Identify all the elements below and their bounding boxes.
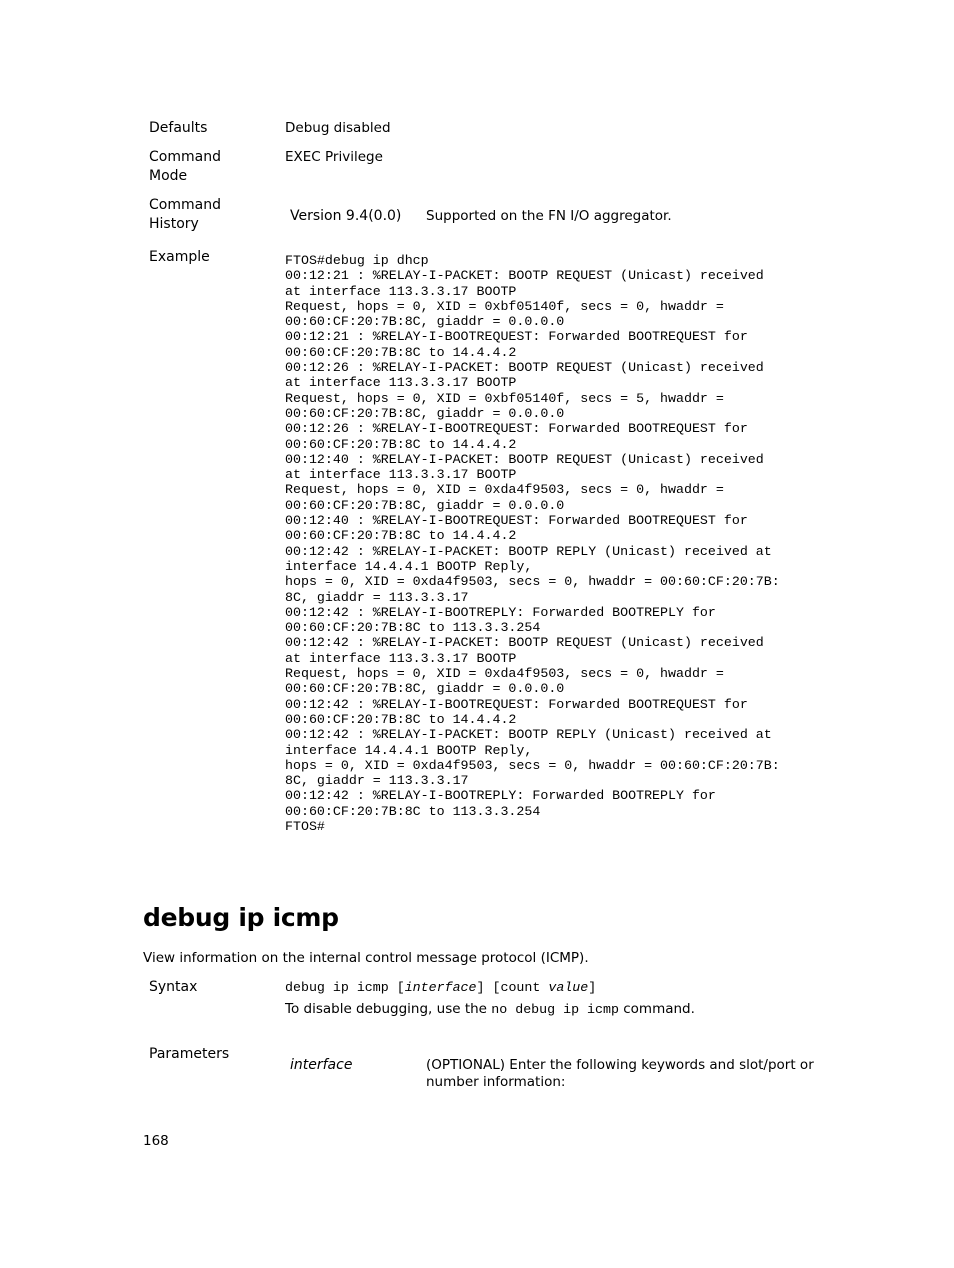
parameter-description-line1: (OPTIONAL) Enter the following keywords and slot/port or [426, 1057, 814, 1073]
defaults-label: Defaults [149, 120, 208, 136]
command-history-label-line2: History [149, 216, 199, 232]
history-description: Supported on the FN I/O aggregator. [426, 208, 672, 224]
disable-command: no debug ip icmp [491, 1002, 619, 1017]
syntax-param-value: value [548, 980, 589, 995]
page-number: 168 [143, 1133, 169, 1149]
command-mode-label-line1: Command [149, 149, 221, 165]
syntax-cmd-part3: ] [588, 980, 597, 995]
syntax-cmd-part1: debug ip icmp [ [285, 980, 405, 995]
command-history-label-line1: Command [149, 197, 221, 213]
command-history-label [149, 196, 221, 234]
defaults-value: Debug disabled [285, 120, 391, 136]
section-title: debug ip icmp [143, 903, 339, 932]
disable-prefix: To disable debugging, use the [285, 1001, 492, 1017]
disable-suffix: command. [618, 1001, 695, 1017]
syntax-cmd-part2: ] [count [476, 980, 549, 995]
parameter-description-line2: number information: [426, 1074, 566, 1090]
parameter-name: interface [290, 1057, 353, 1073]
example-label: Example [149, 249, 210, 265]
example-code-block: FTOS#debug ip dhcp 00:12:21 : %RELAY-I-PACKET: BOOTP REQUEST (Unicast) received at interface 113.3.3.17 BOOTP Request, hops = 0, XID = 0xbf05140f, secs = 0, hwaddr = 00:60:CF:20:7B:8C, giaddr = 0.0.0.0 00:12:21 : %RELAY-I-BOOTREQUEST: Forwarded BOOTREQUEST for 00:60:CF:20:7B:8C to 14.4.4.2 00:12:26 : %RELAY-I-PACKET: BOOTP REQUEST (Unicast) received at interface 113.3.3.17 BOOTP Request, hops = 0, XID = 0xbf05140f, secs = 5, hwaddr = 00:60:CF:20:7B:8C, giaddr = 0.0.0.0 00:12:26 : %RELAY-I-BOOTREQUEST: Forwarded BOOTREQUEST for 00:60:CF:20:7B:8C to 14.4.4.2 00:12:40 : %RELAY-I-PACKET: BOOTP REQUEST (Unicast) received at interface 113.3.3.17 BOOTP Request, hops = 0, XID = 0xda4f9503, secs = 0, hwaddr = 00:60:CF:20:7B:8C, giaddr = 0.0.0.0 00:12:40 : %RELAY-I-BOOTREQUEST: Forwarded BOOTREQUEST for 00:60:CF:20:7B:8C to 14.4.4.2 00:12:42 : %RELAY-I-PACKET: BOOTP REPLY (Unicast) received at interface 14.4.4.1 BOOTP Reply, hops = 0, XID = 0xda4f9503, secs = 0, hwaddr = 00:60:CF:20:7B: 8C, giaddr = 113.3.3.17 00:12:42 : %RELAY-I-BOOTREPLY: Forwarded BOOTREPLY for 00:60:CF:20:7B:8C to 113.3.3.254 00:12:42 : %RELAY-I-PACKET: BOOTP REQUEST (Unicast) received at interface 113.3.3.17 BOOTP Request, hops = 0, XID = 0xda4f9503, secs = 0, hwaddr = 00:60:CF:20:7B:8C, giaddr = 0.0.0.0 00:12:42 : %RELAY-I-BOOTREQUEST: Forwarded BOOTREQUEST for 00:60:CF:20:7B:8C to 14.4.4.2 00:12:42 : %RELAY-I-PACKET: BOOTP REPLY (Unicast) received at interface 14.4.4.1 BOOTP Reply, hops = 0, XID = 0xda4f9503, secs = 0, hwaddr = 00:60:CF:20:7B: 8C, giaddr = 113.3.3.17 00:12:42 : %RELAY-I-BOOTREPLY: Forwarded BOOTREPLY for 00:60:CF:20:7B:8C to 113.3.3.254 FTOS# [285, 253, 780, 834]
parameters-label: Parameters [149, 1046, 230, 1062]
syntax-label: Syntax [149, 979, 198, 995]
disable-instruction [285, 1001, 695, 1018]
command-mode-label-line2: Mode [149, 168, 188, 184]
command-mode-label [149, 148, 221, 186]
history-version: Version 9.4(0.0) [290, 208, 402, 224]
parameter-description [426, 1057, 814, 1091]
command-mode-value: EXEC Privilege [285, 149, 383, 165]
section-intro: View information on the internal control message protocol (ICMP). [143, 950, 589, 966]
syntax-command [285, 980, 596, 995]
syntax-param-interface: interface [404, 980, 477, 995]
